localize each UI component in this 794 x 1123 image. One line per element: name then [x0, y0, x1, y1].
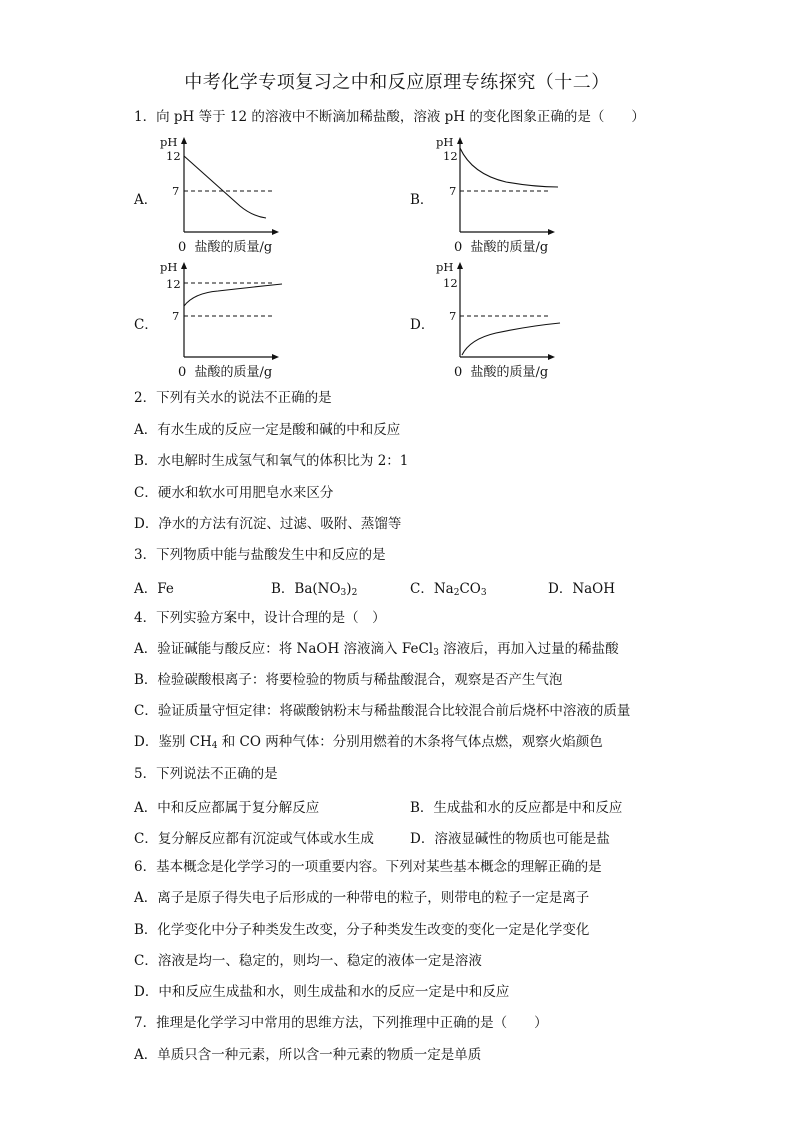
q1-graph-b [434, 136, 564, 256]
origin-label: 0 [454, 365, 463, 380]
y-axis-label: pH [160, 260, 178, 274]
subscript: 4 [211, 741, 218, 751]
tick-7: 7 [172, 309, 180, 323]
q1-graph-b-svg [434, 136, 564, 246]
question-6-stem: 6．基本概念是化学学习的一项重要内容。下列对某些基本概念的理解正确的是 [134, 859, 602, 875]
q6-option-c: C．溶液是均一、稳定的，则均一、稳定的液体一定是溶液 [134, 953, 482, 969]
q5-option-a: A．中和反应都属于复分解反应 [134, 800, 320, 816]
q3-option-c-text: C．Na [410, 581, 454, 597]
y-axis-arrow [181, 262, 187, 269]
q2-option-a: A．有水生成的反应一定是酸和碱的中和反应 [134, 422, 401, 438]
x-axis-title: 盐酸的质量/g [194, 240, 273, 255]
x-axis-title: 盐酸的质量/g [194, 365, 273, 380]
page-title: 中考化学专项复习之中和反应原理专练探究（十二） [184, 72, 610, 93]
x-axis-label [178, 361, 272, 380]
tick-7: 7 [172, 184, 180, 198]
question-7-stem: 7．推理是化学学习中常用的思维方法，下列推理中正确的是（ ） [134, 1015, 548, 1031]
x-axis-arrow [548, 229, 555, 235]
question-4-stem: 4．下列实验方案中，设计合理的是（ ） [134, 610, 386, 626]
y-axis-arrow [181, 137, 187, 144]
q4-option-a [134, 640, 619, 662]
subscript-2: 3 [480, 588, 487, 598]
y-axis-label: pH [436, 260, 454, 274]
subscript-2: 2 [351, 588, 358, 598]
q4-option-b: B．检验碳酸根离子：将要检验的物质与稀盐酸混合，观察是否产生气泡 [134, 672, 563, 688]
x-axis-title: 盐酸的质量/g [470, 365, 549, 380]
q3-option-b [271, 577, 357, 598]
q5-option-c: C．复分解反应都有沉淀或气体或水生成 [134, 831, 374, 847]
q1-option-d-label: D． [410, 317, 435, 333]
q4-option-d [134, 733, 603, 755]
y-axis-label: pH [160, 135, 178, 149]
q7-option-a: A．单质只含一种元素，所以含一种元素的物质一定是单质 [134, 1047, 482, 1063]
y-axis-arrow [457, 262, 463, 269]
y-axis-arrow [457, 137, 463, 144]
ph-curve [462, 323, 560, 355]
q4-option-a-text-2: 溶液后，再加入过量的稀盐酸 [438, 641, 619, 657]
q4-option-c: C．验证质量守恒定律：将碳酸钠粉末与稀盐酸混合比较混合前后烧杯中溶液的质量 [134, 703, 631, 719]
q1-graph-a [158, 136, 288, 256]
x-axis-arrow [272, 229, 279, 235]
q1-option-a-label: A． [134, 192, 158, 208]
q4-option-a-text: A．验证碱能与酸反应：将 NaOH 溶液滴入 FeCl [134, 641, 434, 657]
q6-option-b: B．化学变化中分子种类发生改变，分子种类发生改变的变化一定是化学变化 [134, 922, 590, 938]
subscript: 3 [340, 588, 347, 598]
q6-option-d: D．中和反应生成盐和水，则生成盐和水的反应一定是中和反应 [134, 984, 510, 1000]
q1-graph-d-svg [434, 261, 564, 371]
q1-graph-c [158, 261, 288, 381]
x-axis-arrow [272, 354, 279, 360]
subscript: 3 [433, 648, 439, 658]
ph-curve [184, 156, 266, 218]
ph-curve [184, 284, 282, 306]
x-axis-title: 盐酸的质量/g [470, 240, 549, 255]
q1-option-b-label: B． [410, 192, 434, 208]
q1-graph-a-svg [158, 136, 288, 246]
x-axis-label [454, 361, 548, 380]
tick-7: 7 [449, 309, 457, 323]
question-5-stem: 5．下列说法不正确的是 [134, 766, 278, 782]
q3-option-c-text-2: CO [459, 581, 481, 597]
tick-12: 12 [443, 149, 458, 163]
origin-label: 0 [178, 365, 187, 380]
tick-12: 12 [166, 149, 181, 163]
q3-option-d: D．NaOH [548, 581, 616, 597]
q3-option-b-text-2: ) [346, 581, 352, 597]
y-axis-label: pH [436, 135, 454, 149]
question-3-stem: 3．下列物质中能与盐酸发生中和反应的是 [134, 547, 386, 563]
q2-option-d: D．净水的方法有沉淀、过滤、吸附、蒸馏等 [134, 516, 402, 532]
q1-option-c-label: C． [134, 317, 158, 333]
q4-option-d-text: D．鉴别 CH [134, 734, 212, 750]
question-2-stem: 2．下列有关水的说法不正确的是 [134, 390, 332, 406]
q4-option-d-text-2: 和 CO 两种气体：分别用燃着的木条将气体点燃，观察火焰颜色 [217, 734, 603, 750]
ph-curve [460, 148, 558, 187]
q5-option-d: D．溶液显碱性的物质也可能是盐 [410, 831, 610, 847]
q6-option-a: A．离子是原子得失电子后形成的一种带电的粒子，则带电的粒子一定是离子 [134, 890, 590, 906]
origin-label: 0 [454, 240, 463, 255]
x-axis-label [454, 236, 548, 255]
q2-option-b: B．水电解时生成氢气和氧气的体积比为 2：1 [134, 453, 409, 469]
q3-option-a: A．Fe [134, 581, 174, 597]
tick-12: 12 [443, 276, 458, 290]
tick-12: 12 [166, 277, 181, 291]
x-axis-arrow [548, 354, 555, 360]
origin-label: 0 [178, 240, 187, 255]
x-axis-label [178, 236, 272, 255]
question-1-stem: 1．向 pH 等于 12 的溶液中不断滴加稀盐酸，溶液 pH 的变化图象正确的是（ ） [134, 109, 645, 125]
tick-7: 7 [449, 184, 457, 198]
q3-option-b-text: B．Ba(NO [271, 581, 341, 597]
q3-option-c [410, 577, 487, 598]
q2-option-c: C．硬水和软水可用肥皂水来区分 [134, 485, 334, 501]
q5-option-b: B．生成盐和水的反应都是中和反应 [410, 800, 623, 816]
subscript: 2 [453, 588, 460, 598]
q1-graph-d [434, 261, 564, 381]
q1-graph-c-svg [158, 261, 288, 371]
